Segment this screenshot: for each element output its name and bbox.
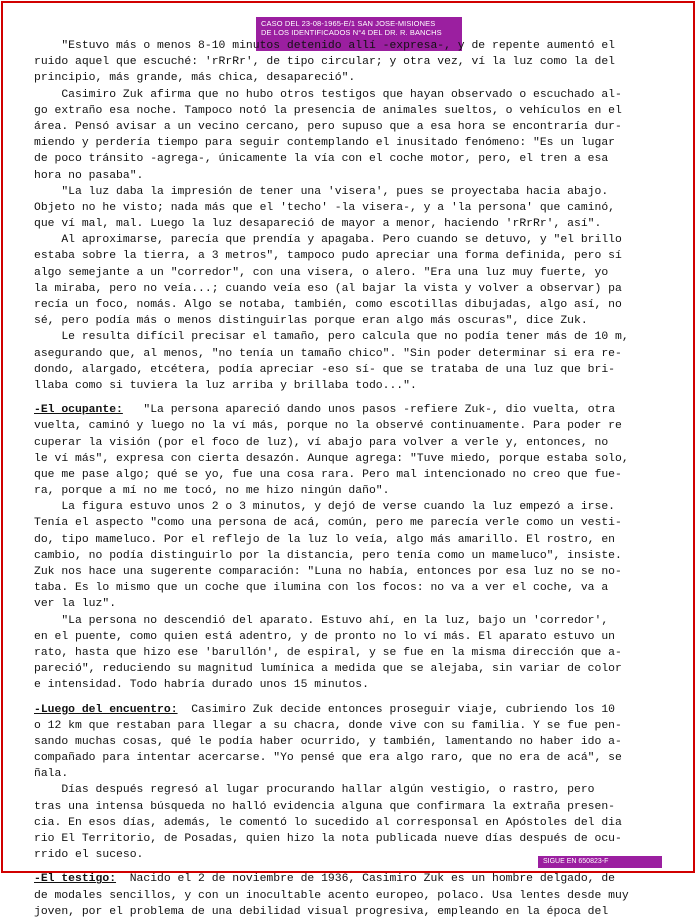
text-line: Al aproximarse, parecía que prendía y apagaba. Pero cuando se detuvo, y "el brillo — [34, 234, 622, 247]
text-line: Zuk nos hace una sugerente comparación: "Luna no había, entonces por esa luz no se no- — [34, 566, 622, 578]
text-line: que me pase algo; qué se yo, fue una cosa rara. Pero mal intencionado no creo que fue- — [34, 468, 622, 481]
text-line: Tenía el aspecto "como una persona de acá, común, pero me parecía verle como un vesti- — [34, 517, 622, 530]
text-line: estaba sobre la tierra, a 3 metros", tampoco pudo apreciar una forma definida, pero sí — [34, 250, 622, 263]
text-line: -El testigo: Nacido el 2 de noviembre de 1936, Casimiro Zuk es un hombre delgado, de — [34, 873, 616, 886]
text-line: llaba como si tuviera la luz arriba y brillaba todo...". — [34, 379, 417, 392]
text-line: asegurando que, al menos, "no tenía un tamaño chico". "Sin poder determinar si era re- — [34, 347, 622, 360]
text-line: La figura estuvo unos 2 o 3 minutos, y dejó de verse cuando la luz empezó a irse. — [34, 501, 616, 514]
text-line: sé, pero podía más o menos distinguirlas porque eran algo más oscuras", dice Zuk. — [34, 315, 588, 328]
text-line: Casimiro Zuk afirma que no hubo otros testigos que hayan observado o escuchado al- — [34, 88, 622, 101]
text-line: rato, hasta que hizo ese 'barullón', de espiral, y se fue en la misma dirección que a- — [34, 646, 622, 659]
case-header-line: DE LOS IDENTIFICADOS N°4 DEL DR. R. BANCHS — [261, 27, 442, 37]
text-line: o 12 km que restaban para llegar a su chacra, donde vive con su familia. Y se fue pen- — [34, 719, 622, 732]
text-line: sando muchas cosas, qué le podía haber ocurrido, y también, lamentando no haber ido a- — [34, 735, 622, 748]
section-gap — [34, 694, 678, 702]
document-body — [34, 38, 678, 920]
text-line: Días después regresó al lugar procurando hallar algún vestigio, o rastro, pero — [34, 784, 595, 797]
text-line: rrido el suceso. — [34, 849, 144, 862]
section-gap — [34, 394, 678, 402]
text-line: en el puente, como quien está adentro, y de pronto no lo ví más. El aparato estuvo un — [34, 630, 616, 643]
text-line: "Estuvo más o menos 8-10 minutos detenido allí -expresa-, y de repente aumentó el — [34, 40, 616, 52]
text-line: ver la luz". — [34, 598, 117, 611]
text-line: de poco tránsito -agrega-, únicamente la vía con el coche motor, pero, el tren a esa — [34, 153, 609, 166]
text-line: de modales sencillos, y con un inocultable acento europeo, polaco. Usa lentes desde muy — [34, 889, 629, 902]
text-line: ruido aquel que escuché: 'rRrRr', de tipo circular; y otra vez, ví la luz como la del — [34, 56, 616, 69]
text-line: pareció", reduciendo su magnitud lumínica a medida que se alejaba, sin variar de color — [34, 663, 622, 676]
text-line: miendo y perdería tiempo para seguir contemplando el inusitado fenómeno: "Es un lugar — [34, 137, 616, 150]
text-line: Le resulta difícil precisar el tamaño, pero calcula que no podía tener más de 10 m, — [34, 331, 629, 344]
text-line: dondo, alargado, etcétera, podía apreciar -eso sí- que se trataba de una luz que bri- — [34, 363, 616, 376]
text-line: ñala. — [34, 768, 69, 781]
text-line: compañado para intentar acercarse. "Yo pensé que era algo raro, que no era de acá", se — [34, 752, 622, 765]
text-line: principio, más grande, más chica, desapareció". — [34, 72, 356, 85]
text-line: recía un foco, nomás. Algo se notaba, también, como escotillas dibujadas, algo así, no — [34, 299, 622, 311]
text-line: "La luz daba la impresión de tener una 'visera', pues se proyectaba hacia abajo. — [34, 185, 609, 198]
text-line: ra, porque a mí no me tocó, no me hizo ningún daño". — [34, 485, 390, 498]
section-heading: -Luego del encuentro: — [34, 703, 178, 716]
text-line: go extraño esa noche. Tampoco notó la presencia de animales sueltos, o vehículos en el — [34, 104, 622, 117]
text-line: área. Pensó avisar a un vecino cercano, pero supuso que a esa hora se encontraría dur- — [34, 120, 622, 133]
text-line: hora no pasaba". — [34, 169, 144, 182]
text-line: cia. En esos días, además, le comentó lo sucedido al corresponsal en Apóstoles del dia — [34, 816, 622, 829]
text-line: algo semejante a un "corredor", con una visera, o alero. "Era una luz muy fuerte, yo — [34, 266, 609, 279]
section-heading: -El testigo: — [34, 873, 117, 886]
text-line: vuelta, caminó y luego no la ví más, porque no la observé continuamente. Para poder re — [34, 420, 622, 433]
text-line: rio El Territorio, de Posadas, quien hizo la nota publicada nueve días después de ocu- — [34, 833, 622, 845]
text-line: taba. Es lo mismo que un coche que ilumina con los focos: no va a ver el coche, va a — [34, 582, 609, 595]
text-line: cuperar la visión (por el foco de luz), ví abajo para volver a verle y, entonces, no — [34, 436, 609, 449]
section-heading: -El ocupante: — [34, 404, 123, 417]
text-line: "La persona no descendió del aparato. Estuvo ahí, en la luz, bajo un 'corredor', — [34, 614, 609, 627]
text-line: do, tipo mameluco. Por el reflejo de la luz lo veía, algo más amarillo. El rostro, en — [34, 533, 616, 546]
text-line: tras una intensa búsqueda no halló evidencia alguna que confirmara la extraña presen- — [34, 800, 616, 813]
text-line: que ví mal, mal. Luego la luz desapareció de mayor a menor, haciendo 'rRrRr', así". — [34, 218, 602, 231]
text-line: cambio, no podía distinguirlo por la distancia, pero tenía como un mameluco", insiste. — [34, 549, 622, 562]
text-line: la miraba, pero no veía...; cuando veía eso (al bajar la vista y volver a observar) pa — [34, 282, 622, 295]
text-line: le ví más", expresa con cierta desazón. Aunque agrega: "Tuve miedo, porque estaba solo, — [34, 452, 629, 465]
case-header-line: CASO DEL 23-08-1965-E/1 SAN JOSE-MISIONES — [261, 19, 436, 28]
text-line: Objeto no he visto; nada más que el 'techo' -la visera-, y a 'la persona' que caminó, — [34, 201, 616, 214]
text-line: -Luego del encuentro: Casimiro Zuk decide entonces proseguir viaje, cubriendo los 10 — [34, 703, 616, 716]
text-line: joven, por el problema de una debilidad visual progresiva, empleando en la época del — [34, 905, 609, 918]
text-line: e intensidad. Todo habría durado unos 15 minutos. — [34, 679, 369, 692]
text-line: -El ocupante: "La persona apareció dando unos pasos -refiere Zuk-, dio vuelta, otra — [34, 404, 616, 417]
continuation-label: SIGUE EN 650823-F — [538, 856, 662, 868]
